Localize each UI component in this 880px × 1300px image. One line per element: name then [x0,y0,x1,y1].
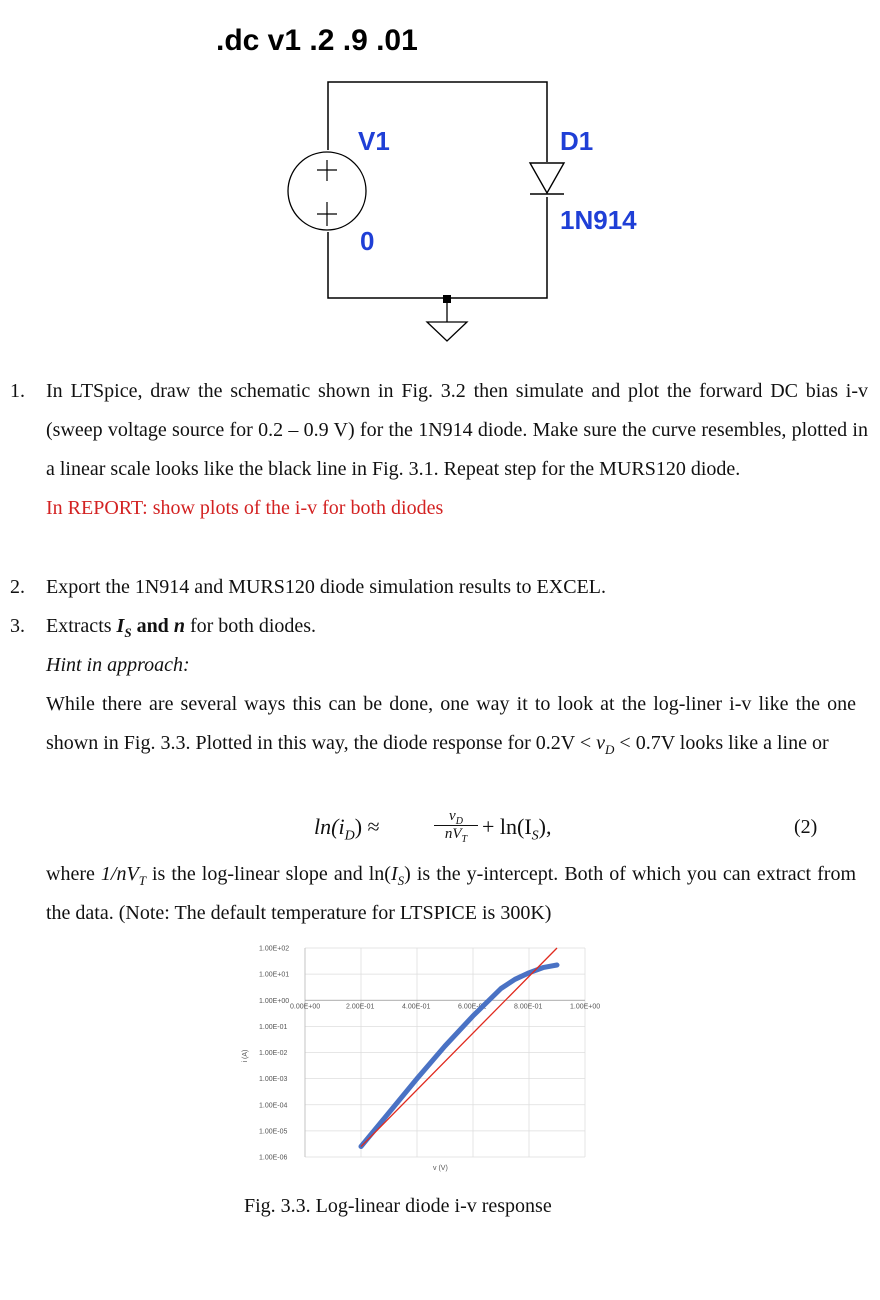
step-1-text: In LTSpice, draw the schematic shown in Fig. 3.2 then simulate and plot the forward DC bias i-v (sweep voltage source for 0.2 – 0.9 V) for the 1N914 diode. Make sure the curve resembles, plotted in a linear scale looks like the black line in Fig. 3.1. Repeat step for the MURS120 diode. [46,380,868,480]
data-point [513,977,517,981]
eq-right: + $\ln(I_S)$, [482,814,552,844]
x-tick-label: 6.00E-01 [458,1003,487,1011]
y-tick-label: 1.00E+02 [259,945,290,953]
voltage-source-icon [288,152,366,230]
hint-paragraph-1: While there are several ways this can be done, one way it to look at the log-liner i-v like the one shown in Fig. 3.3. Plotted in this way, the diode response for $0.2V < v_D < 0.7V$ looks like a line or [46,693,856,757]
data-point [415,1076,419,1080]
x-tick-label: 1.00E+00 [570,1003,601,1011]
is-symbol: $I_S$ [116,615,132,640]
x-tick-label: 2.00E-01 [346,1003,375,1011]
step-3-number: 3. [10,615,25,637]
series-fit-line [361,948,557,1147]
step-2-number: 2. [10,576,25,598]
y-tick-label: 1.00E-01 [259,1023,288,1031]
diode-name-label: D1 [560,126,594,156]
and-word: and [131,615,174,637]
step-2 [10,568,868,607]
y-tick-label: 1.00E+00 [259,997,290,1005]
y-tick-label: 1.00E-02 [259,1050,288,1057]
step-1 [10,372,868,528]
diode-icon [530,163,564,194]
y-axis-title: i (A) [242,1049,249,1063]
data-point [387,1110,391,1114]
step-3-text [46,607,868,646]
y-tick-label: 1.00E-04 [259,1102,288,1110]
y-tick-label: 1.00E-05 [259,1128,288,1136]
x-tick-label: 4.00E-01 [402,1003,431,1011]
ground-icon [427,295,467,341]
figure-caption: Fig. 3.3. Log-linear diode i-v response [244,1195,552,1217]
data-point [499,986,503,990]
y-tick-label: 1.00E-03 [259,1076,288,1084]
x-tick-label: 0.00E+00 [290,1003,321,1011]
eq-left: $\ln(i_D)$ ≈ [314,814,380,844]
series-simulated-line [361,965,557,1147]
y-tick-label: 1.00E+01 [259,971,290,979]
step-2-text: Export the 1N914 and MURS120 diode simulation results to EXCEL. [46,576,606,598]
report-note: In REPORT: show plots of the i-v for both diodes [46,497,444,519]
step-1-number: 1. [10,380,25,402]
source-name-label: V1 [358,126,390,156]
data-point [471,1014,475,1018]
data-point [541,965,545,969]
step-3-post: for both diodes. [184,615,317,637]
equation-number: (2) [794,816,818,838]
x-tick-label: 8.00E-01 [514,1003,543,1011]
step-3-pre: Extracts [46,615,117,637]
hint-paragraph-2: where $1/nV_T$ is the log-linear slope and $\ln(I_S)$ is the y-intercept. Both of which you can extract from the data. (Note: The default temperature for LTSPICE is 300K) [46,863,857,924]
eq-fraction: $v_D$ $nV_T$ [434,808,478,843]
y-tick-label: 1.00E-06 [259,1154,288,1162]
equation [314,808,874,854]
source-value-label: 0 [360,226,375,256]
log-linear-iv-chart [230,940,610,1180]
step-3 [10,607,868,646]
diode-model-label: 1N914 [560,205,637,235]
circuit-schematic [270,70,570,360]
n-symbol: n [173,615,185,637]
spice-directive: .dc v1 .2 .9 .01 [216,24,418,57]
data-point [443,1044,447,1048]
x-axis-title: v (V) [433,1165,448,1172]
hint-title: Hint in approach: [46,654,190,676]
data-point [555,963,559,967]
